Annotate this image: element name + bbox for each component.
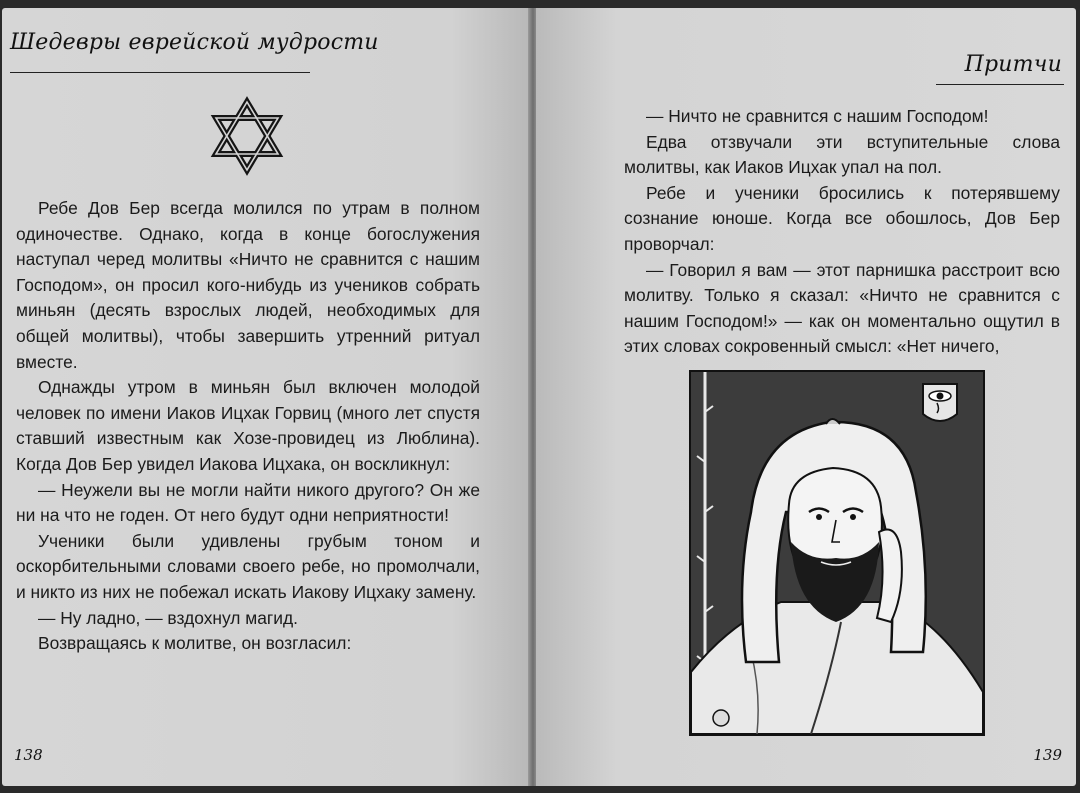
paragraph: Ребе и ученики бросились к потерявшему сознание юноше. Когда все обошлось, Дов Бер проворчал:	[624, 182, 1060, 254]
bearded-man-portrait	[689, 370, 985, 736]
paragraph: Возвращаясь к молитве, он возгласил:	[38, 633, 352, 654]
paragraph: — Неужели вы не могли найти никого другого? Он же ни на что не годен. От него будут одни неприятности!	[16, 479, 480, 526]
portrait-drawing	[691, 372, 983, 734]
star-of-david-icon	[210, 96, 284, 176]
head-rule	[10, 72, 310, 73]
right-page	[536, 8, 1076, 786]
eye-emblem	[923, 384, 957, 421]
paragraph: — Ну ладно, — вздохнул магид.	[38, 607, 298, 628]
paragraph: — Ничто не сравнится с нашим Господом!	[646, 106, 989, 126]
paragraph: Ребе Дов Бер всегда молился по утрам в полном одиночестве. Однако, когда в конце богослужения наступал черед молитвы «Ничто не сравнится с нашим Господом», он просил кого-нибудь из учеников собрать миньян (десять взрослых людей, необходимых для общей молитвы), чтобы завершить утренний ритуал вместе.	[16, 198, 480, 372]
page-number: 139	[1033, 746, 1062, 764]
page-number: 138	[14, 746, 43, 764]
head-rule	[936, 84, 1064, 85]
running-head: Шедевры еврейской мудрости	[10, 30, 379, 55]
paragraph: Едва отзвучали эти вступительные слова молитвы, как Иаков Ицхак упал на пол.	[624, 131, 1060, 178]
left-body-text	[16, 196, 480, 657]
left-page	[2, 8, 530, 786]
running-head: Притчи	[964, 52, 1062, 77]
paragraph: Ученики были удивлены грубым тоном и оскорбительными словами своего ребе, но промолчали, и никто из них не побежал искать Иакову Ицхаку замену.	[16, 530, 480, 602]
paragraph: Однажды утром в миньян был включен молодой человек по имени Иаков Ицхак Горвиц (много лет спустя ставший известным как Хозе-провидец из Люблина). Когда Дов Бер увидел Иакова Ицхака, он воскликнул:	[16, 377, 480, 474]
paragraph: — Говорил я вам — этот парнишка расстроит всю молитву. Только я сказал: «Ничто не сравнится с нашим Господом!» — как он моментально ощутил в этих словах сокровенный смысл: «Нет ничего,	[624, 259, 1060, 357]
right-body-text	[624, 104, 1060, 360]
